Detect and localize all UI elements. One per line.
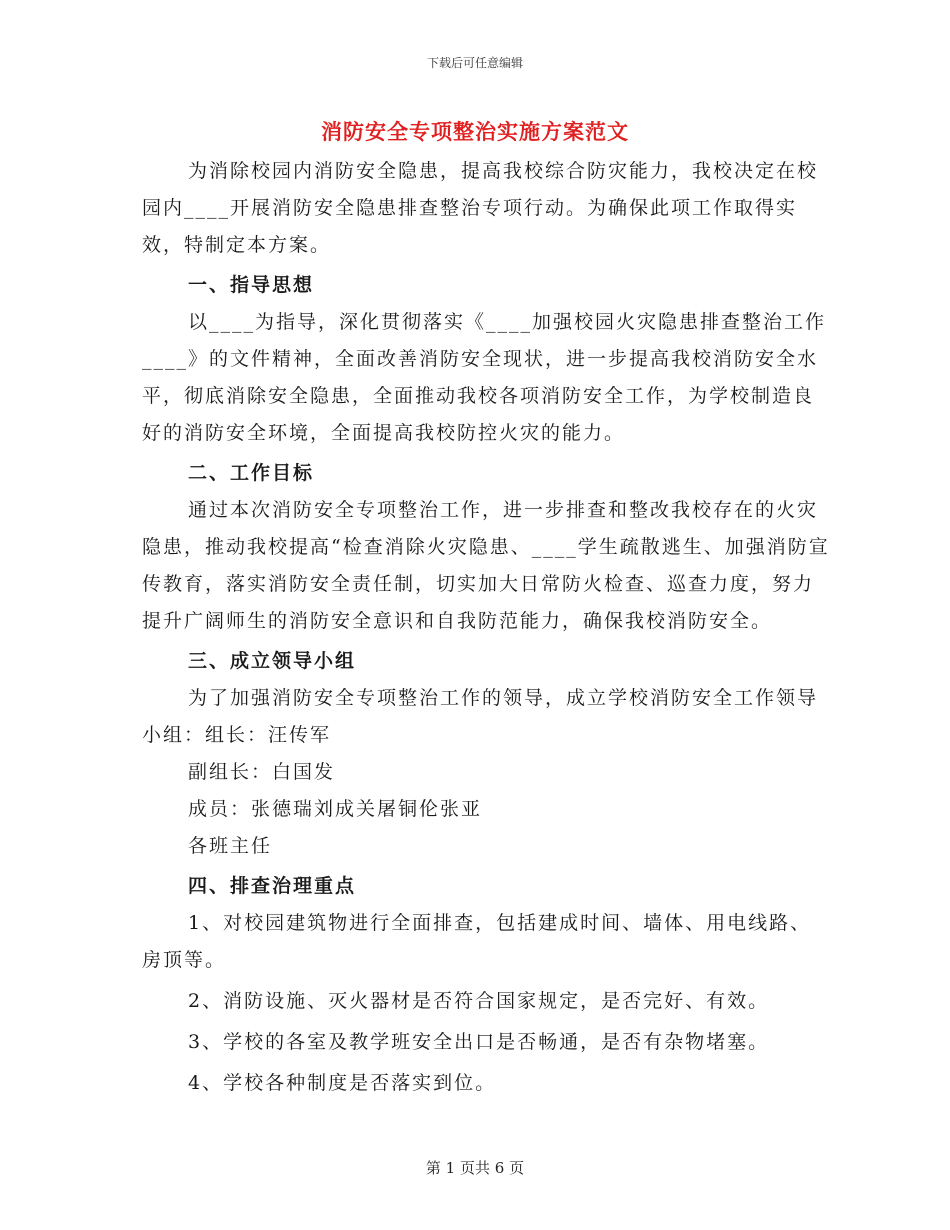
list-item: 3、学校的各室及教学班安全出口是否畅通，是否有杂物堵塞。 [188, 1031, 770, 1053]
document-title: 消防安全专项整治实施方案范文 [321, 119, 629, 144]
members-line: 成员：张德瑞刘成关屠铜伦张亚 [188, 798, 483, 820]
section-heading-2: 二、工作目标 [188, 462, 315, 484]
list-item: 1、对校园建筑物进行全面排查，包括建成时间、墙体、用电线路、房顶等。 [142, 912, 812, 971]
section-heading-4: 四、排查治理重点 [188, 875, 357, 897]
deputy-leader-line: 副组长：白国发 [188, 761, 336, 783]
page-footer: 第 1 页共 6 页 [425, 1159, 525, 1177]
class-teachers-line: 各班主任 [188, 835, 273, 857]
header-note: 下载后可任意编辑 [426, 56, 523, 70]
list-item: 2、消防设施、灭火器材是否符合国家规定，是否完好、有效。 [188, 990, 770, 1012]
document-body [142, 153, 832, 1102]
section-2-paragraph: 通过本次消防安全专项整治工作，进一步排查和整改我校存在的火灾隐患，推动我校提高“检查消除火灾隐患、____学生疏散逃生、加强消防宣传教育，落实消防安全责任制，切实加大日常防火检查、巡查力度，努力提升广阔师生的消防安全意识和自我防范能力，确保我校消防安全。 [142, 499, 830, 632]
section-3-paragraph: 为了加强消防安全专项整治工作的领导，成立学校消防安全工作领导小组：组长：汪传军 [142, 687, 819, 746]
section-1-paragraph: 以____为指导，深化贯彻落实《____加强校园火灾隐患排查整治工作____》的文件精神，全面改善消防安全现状，进一步提高我校消防安全水平，彻底消除安全隐患，全面推动我校各项消防安全工作，为学校制造良好的消防安全环境，全面提高我校防控火灾的能力。 [142, 311, 827, 444]
list-item: 4、学校各种制度是否落实到位。 [188, 1072, 497, 1094]
section-heading-1: 一、指导思想 [188, 274, 315, 296]
section-heading-3: 三、成立领导小组 [188, 650, 357, 672]
intro-paragraph: 为消除校园内消防安全隐患，提高我校综合防灾能力，我校决定在校园内____开展消防安全隐患排查整治专项行动。为确保此项工作取得实效，特制定本方案。 [142, 160, 819, 256]
